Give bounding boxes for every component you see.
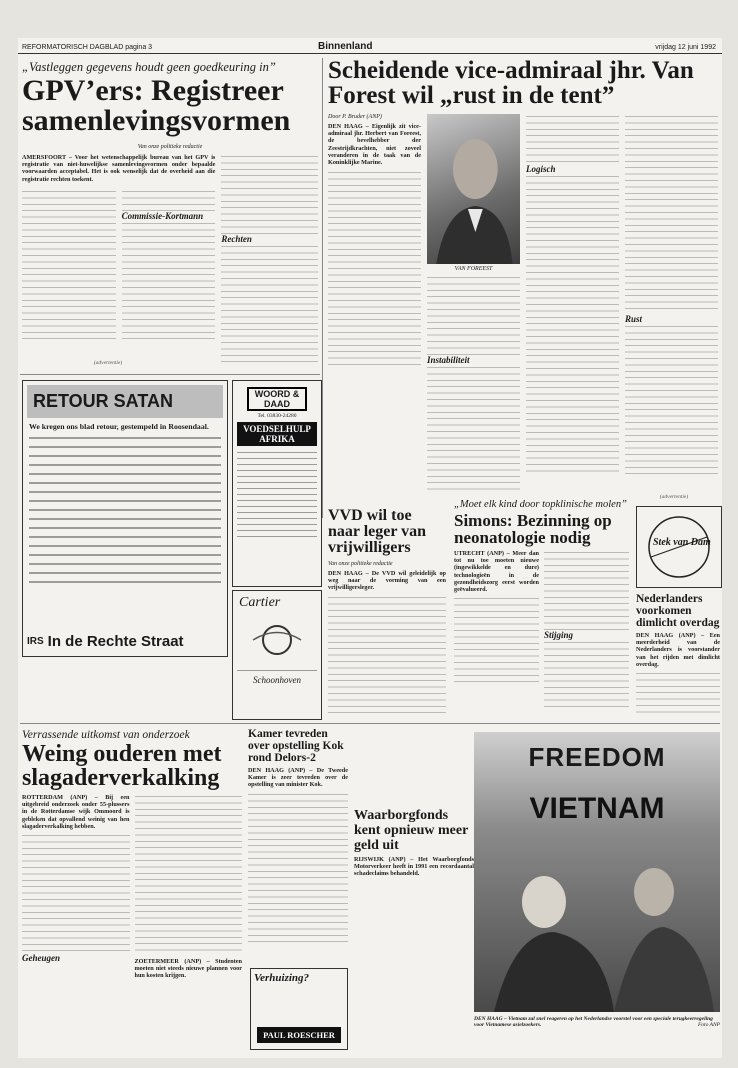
woord-daad-body — [237, 450, 317, 540]
nederlanders-article — [636, 593, 720, 718]
vvd-article — [328, 508, 446, 718]
simons-kicker: „Moet elk kind door topklinische molen” — [454, 499, 627, 510]
schoonhoven-logo: Schoonhoven — [237, 670, 317, 685]
crowd-silhouette — [474, 832, 720, 1012]
vvd-lead: DEN HAAG – De VVD wil geleidelijk op weg naar de vorming van een vrijwilligersleger. — [328, 570, 446, 592]
banner-vietnam: VIETNAM — [529, 792, 665, 825]
gpv-article — [22, 60, 318, 370]
vice-body-col3a — [526, 114, 619, 164]
vice-subhead-instabiliteit: Instabiliteit — [427, 355, 470, 365]
irs-name: In de Rechte Straat — [47, 633, 184, 650]
simons-body-col1 — [454, 596, 539, 686]
gpv-body-col3b — [221, 244, 318, 364]
weing-body-col1 — [22, 833, 130, 953]
simons-body-col2a — [544, 550, 629, 630]
freedom-caption: DEN HAAG – Vietnam zal snel reageren op het Nederlandse voorstel voor een speciale terugkeerregeling voor Vietnamese asielzoekers. — [474, 1016, 713, 1029]
retour-satan-body — [29, 434, 221, 584]
weing-kicker: Verrassende uitkomst van onderzoek — [22, 729, 190, 741]
vice-headline: Scheidende vice-admiraal jhr. Van Forest wil „rust in de tent” — [328, 58, 694, 109]
column-divider — [322, 58, 323, 518]
gpv-body-col3a — [221, 154, 318, 234]
simons-body-col2b — [544, 640, 629, 710]
vice-subhead-logisch: Logisch — [526, 164, 556, 174]
newspaper-page — [18, 38, 722, 1058]
vice-body-col2b — [427, 365, 520, 495]
row-divider — [20, 374, 320, 375]
advert-label: (advertentie) — [93, 360, 123, 366]
row-divider-2 — [20, 723, 720, 724]
nederlanders-lead: DEN HAAG (ANP) – Een meerderheid van de Nederlanders is voorstander van het rijden met dimlicht overdag. — [636, 632, 720, 668]
nederlanders-body — [636, 671, 720, 718]
vice-byline: Door P. Bruder (ANP) — [328, 114, 382, 120]
section-title: Binnenland — [318, 41, 373, 52]
simons-article — [454, 498, 629, 720]
woord-daad-tel: Tel. 03830-24280 — [257, 413, 297, 419]
freedom-vietnam-photo — [474, 732, 720, 1012]
waarborgfonds-headline: Waarborgfonds kent opnieuw meer geld uit — [354, 808, 469, 853]
weing-lead: ROTTERDAM (ANP) – Bij een uitgebreid onderzoek onder 55-plussers in de Rotterdamse wijk Ommoord is gebleken dat opvallend weinig van hen slagaderverkalking hebben. — [22, 794, 130, 830]
freedom-caption-block — [474, 1016, 720, 1056]
kamer-body — [248, 792, 348, 942]
kamer-lead: DEN HAAG (ANP) – De Tweede Kamer is zeer tevreden over de opstelling van minister Kok. — [248, 767, 348, 789]
cartier-logo: Cartier — [239, 595, 281, 610]
irs-logo: IRS — [27, 636, 44, 647]
retour-satan-text: We kregen ons blad retour, gestempeld in Roosendaal. — [29, 422, 209, 431]
photo-credit: Foto ANP — [697, 1022, 720, 1029]
vice-body-col4a — [625, 114, 718, 314]
vvd-byline: Van onze politieke redactie — [328, 561, 393, 567]
cartier-ad — [232, 590, 322, 720]
verhuizing-text: Verhuizing? — [254, 972, 310, 984]
gpv-subhead-rechten: Rechten — [221, 234, 252, 244]
kamer-article — [248, 728, 348, 958]
zoetermeer-brief: ZOETERMEER (ANP) – Studenten moeten niet steeds nieuwe plannen voor hun kosten krijgen. — [134, 958, 242, 980]
retour-satan-title: RETOUR SATAN — [27, 385, 223, 418]
watch-image — [233, 615, 321, 665]
van-foreest-photo — [427, 114, 520, 264]
vice-admiraal-article — [328, 58, 718, 498]
advert-label-stek: (advertentie) — [659, 494, 689, 500]
vice-lead: DEN HAAG – Eigenlijk zit vice-admiraal jhr. Herbert van Foreest, de bevelhebber der Zeestrijdkrachten, niet zoveel veranderen in de taak van de Koninklijke Marine. — [328, 123, 421, 167]
vice-body-col1 — [328, 170, 421, 370]
vice-body-col4b — [625, 324, 718, 474]
roescher-ad — [250, 968, 348, 1050]
kamer-headline: Kamer tevreden over opstelling Kok rond Delors-2 — [248, 728, 344, 764]
gpv-headline: GPV’ers: Registreer samenlevingsvormen — [22, 74, 291, 137]
gpv-lead: AMERSFOORT – Voor het wetenschappelijk bureau van het GPV is registratie van niet-huwelijkse samenlevingsvormen onder bepaalde voorwaarden acceptabel. Het is ook wenselijk dat de overheid aan die registratie rechten toekent. — [22, 154, 216, 183]
gpv-body-col2a — [122, 189, 216, 211]
simons-subhead-stijging: Stijging — [544, 630, 574, 640]
simons-lead: UTRECHT (ANP) – Meer dan tot nu toe moeten nieuwe (ingewikkelde en dure) technologieën in de gezondheidszorg eerst worden geëvalueerd. — [454, 550, 539, 594]
vvd-body — [328, 595, 446, 715]
paul-roescher-logo: PAUL ROESCHER — [257, 1027, 341, 1043]
voedselhulp-banner: VOEDSELHULP AFRIKA — [237, 422, 317, 446]
vice-body-col3b — [526, 174, 619, 474]
waarborgfonds-lead: RIJSWIJK (ANP) – Het Waarborgfonds Motorverkeer heeft in 1991 een recordaantal schadeclaims behandeld. — [354, 856, 474, 878]
vvd-headline: VVD wil toe naar leger van vrijwilligers — [328, 508, 427, 556]
gpv-body-col1 — [22, 189, 116, 339]
vice-subhead-rust: Rust — [625, 314, 643, 324]
weing-ouderen-article — [22, 728, 242, 1056]
banner-freedom: FREEDOM — [528, 742, 666, 772]
retour-satan-ad — [22, 380, 228, 657]
van-foreest-caption: VAN FOREEST — [454, 266, 493, 272]
weing-headline: Weing ouderen met slagaderverkalking — [22, 741, 222, 791]
header-rule — [18, 53, 722, 54]
simons-headline: Simons: Bezinning op neonatologie nodig — [454, 511, 612, 547]
waarborgfonds-article — [354, 808, 474, 898]
woord-daad-ad — [232, 380, 322, 587]
stek-van-dam-ad — [636, 506, 722, 588]
weing-subhead-geheugen: Geheugen — [22, 953, 60, 964]
nederlanders-headline: Nederlanders voorkomen dimlicht overdag — [636, 593, 720, 629]
gpv-subhead-commissie: Commissie-Kortmann — [121, 210, 204, 221]
page-header-left: REFORMATORISCH DAGBLAD pagina 3 — [22, 44, 153, 51]
vice-body-col2a — [427, 275, 520, 355]
woord-daad-logo: WOORD & DAAD — [247, 387, 307, 411]
weing-body-col2 — [135, 794, 243, 954]
gpv-kicker: „Vastleggen gegevens houdt geen goedkeuring in” — [22, 60, 276, 74]
page-date: vrijdag 12 juni 1992 — [655, 44, 716, 51]
gpv-byline: Van onze politieke redactie — [137, 144, 203, 150]
gpv-body-col2b — [122, 221, 216, 339]
stek-logo-text: Stek van Dam — [653, 537, 711, 548]
